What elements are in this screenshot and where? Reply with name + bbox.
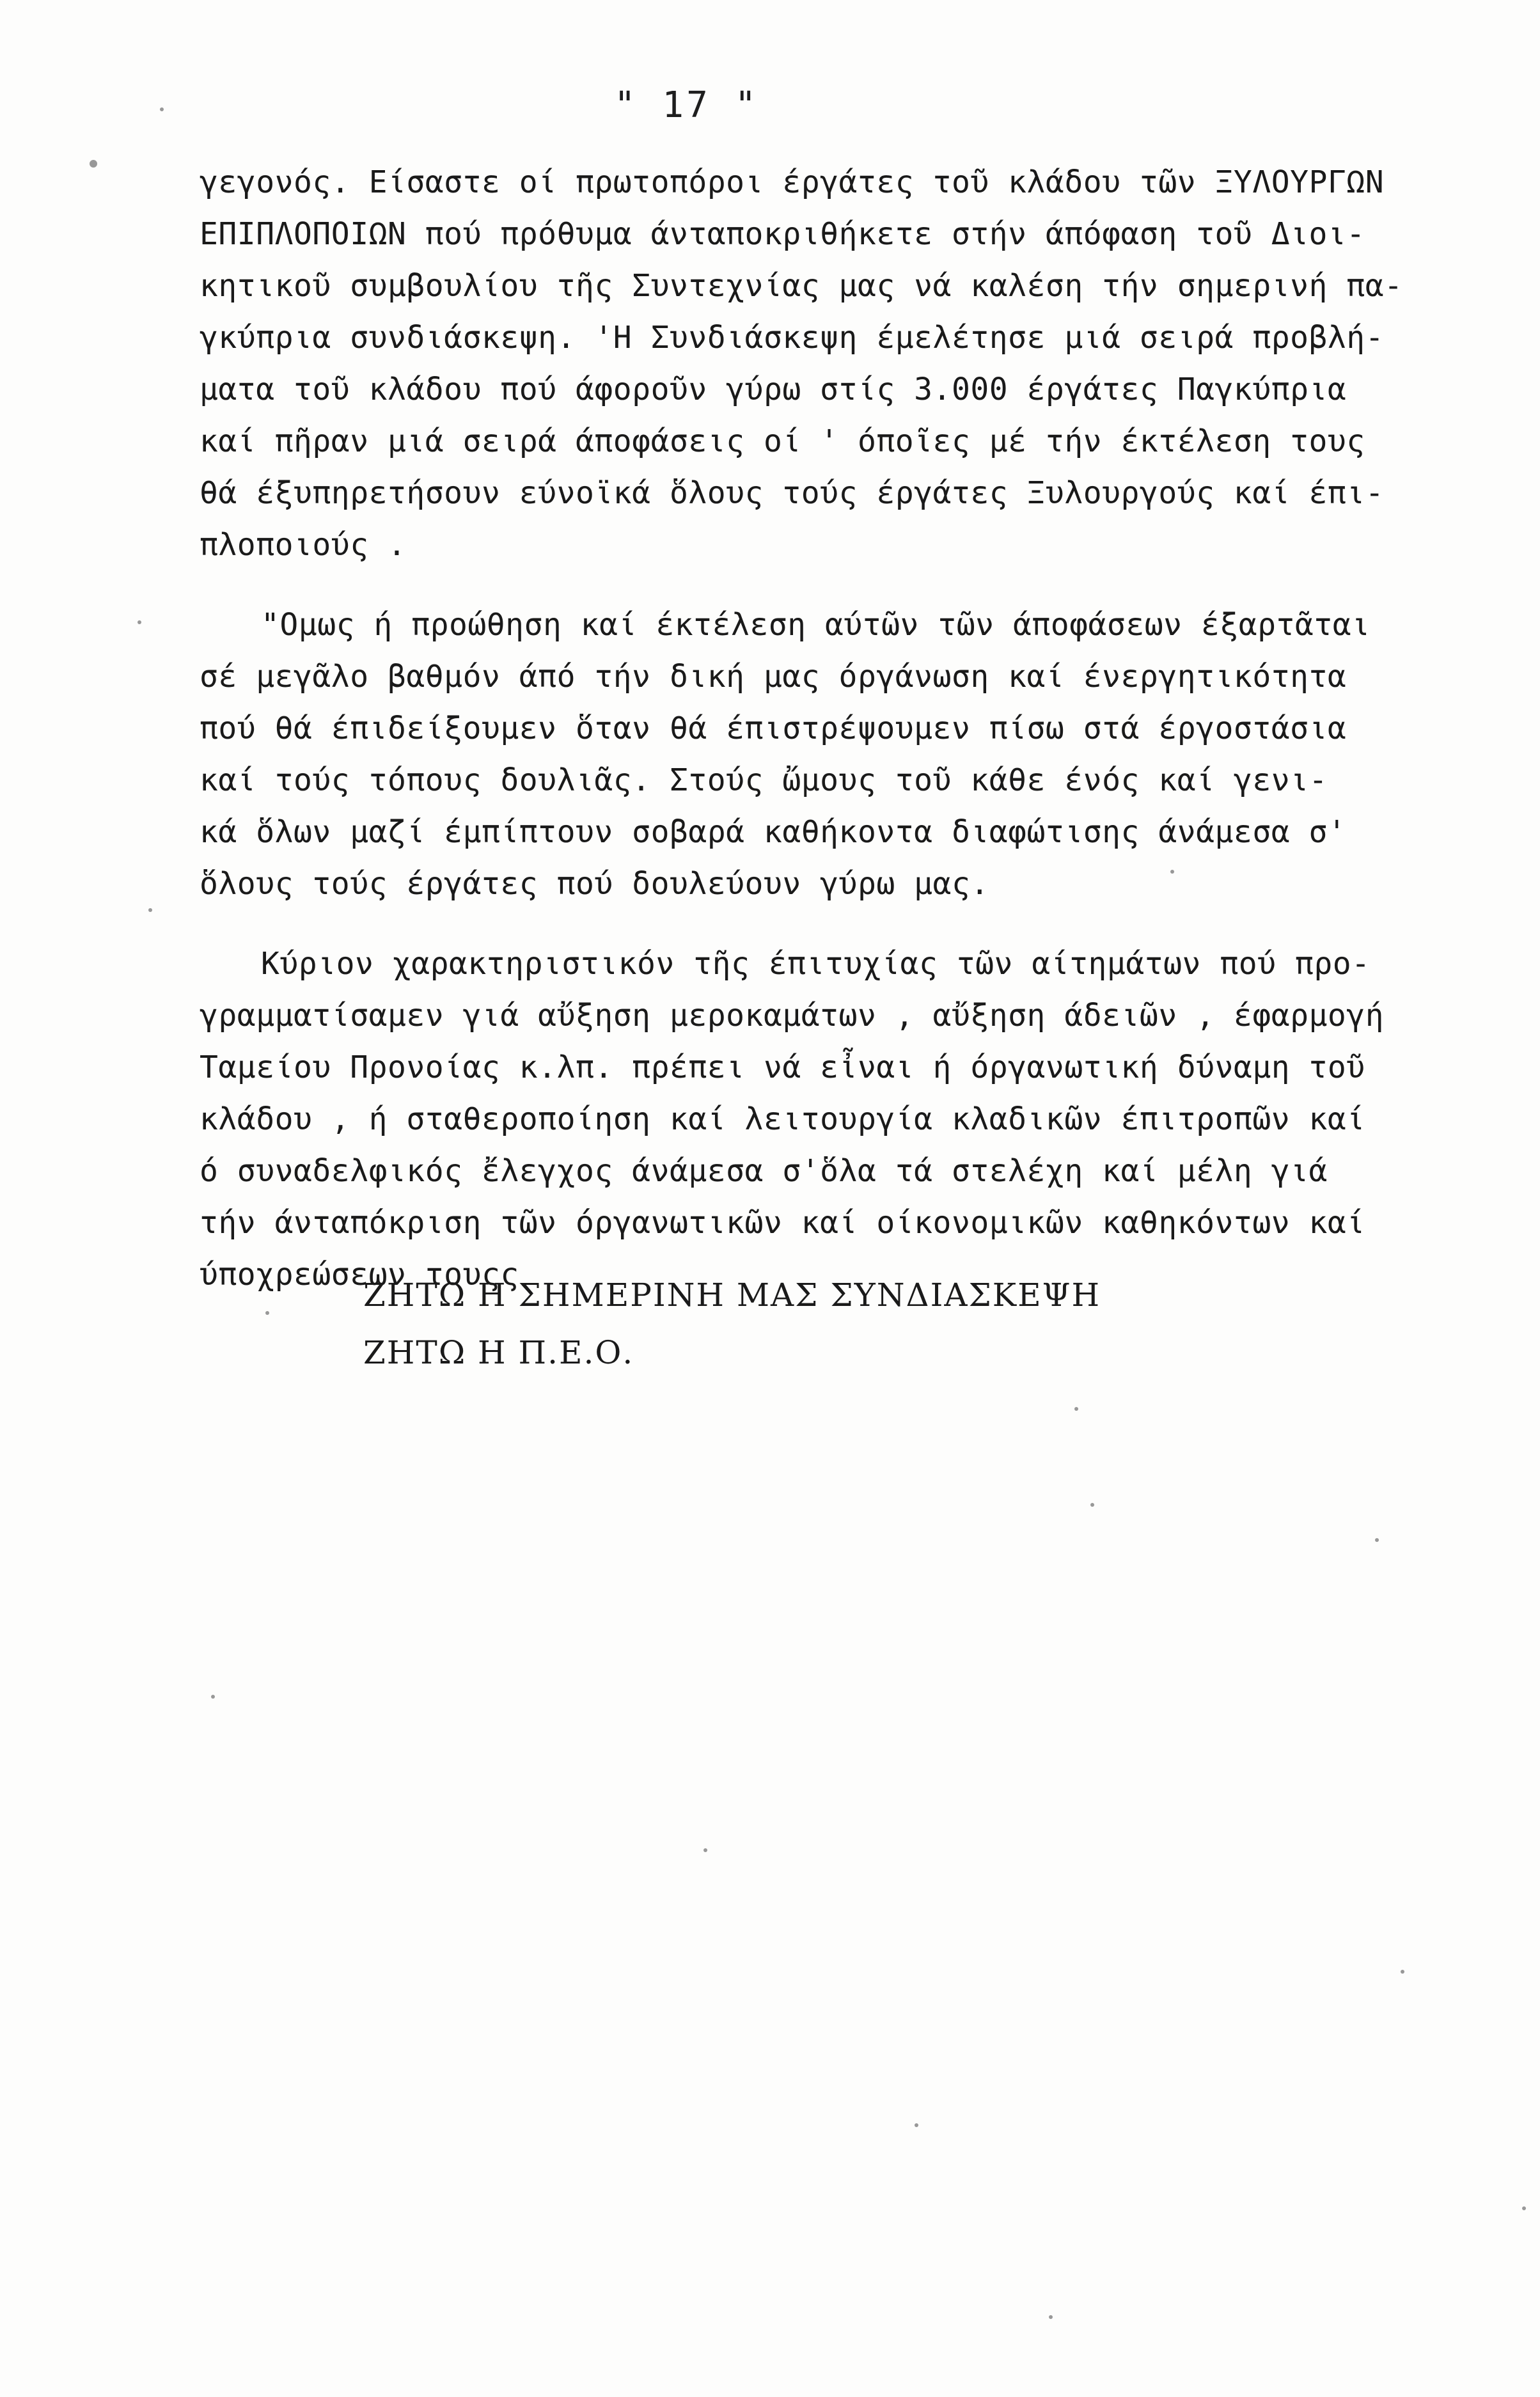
- closing-slogans: [363, 1266, 1101, 1381]
- scan-speck: [1074, 1407, 1078, 1411]
- paragraph-2: [200, 599, 1453, 910]
- text-line: κά ὅλων μαζί έμπίπτουν σοβαρά καθήκοντα διαφώτισης άνάμεσα σ': [200, 814, 1347, 850]
- text-line: πλοποιούς .: [200, 527, 407, 563]
- text-line: ύποχρεώσεων τουςς: [200, 1257, 519, 1293]
- text-line: γεγονός. Είσαστε οί πρωτοπόροι έργάτες τοῦ κλάδου τῶν ΞΥΛΟΥΡΓΩΝ: [200, 164, 1385, 200]
- paragraph-1: [200, 157, 1453, 571]
- scan-speck: [138, 620, 141, 624]
- text-line: Κύριον χαρακτηριστικόν τῆς έπιτυχίας τῶν αίτημάτων πού προ-: [261, 946, 1371, 982]
- paragraph-3: [200, 938, 1453, 1301]
- text-line: θά έξυπηρετήσουν εύνοϊκά ὅλους τούς έργάτες Ξυλουργούς καί έπι-: [200, 475, 1385, 511]
- slogan-peo: ΖΗΤΩ Η Π.Ε.Ο.: [363, 1334, 634, 1371]
- text-line: ματα τοῦ κλάδου πού άφοροῦν γύρω στίς 3.000 έργάτες Παγκύπρια: [200, 372, 1347, 407]
- text-line: σέ μεγᾶλο βαθμόν άπό τήν δική μας όργάνωση καί ένεργητικότητα: [200, 659, 1347, 695]
- text-line: πού θά έπιδείξουμεν ὅταν θά έπιστρέψουμεν πίσω στά έργοστάσια: [200, 711, 1347, 746]
- text-line: ό συναδελφικός ἔλεγχος άνάμεσα σ'ὅλα τά στελέχη καί μέλη γιά: [200, 1153, 1328, 1189]
- text-line: "Ομως ή προώθηση καί έκτέλεση αύτῶν τῶν άποφάσεων έξαρτᾶται: [261, 607, 1371, 643]
- page-number: " 17 ": [614, 84, 759, 126]
- paragraph-gap: [200, 571, 1453, 599]
- text-line: τήν άνταπόκριση τῶν όργανωτικῶν καί οίκονομικῶν καθηκόντων καί: [200, 1205, 1365, 1241]
- scan-speck: [703, 1848, 707, 1852]
- text-line: ὅλους τούς έργάτες πού δουλεύουν γύρω μας.: [200, 866, 989, 902]
- text-line: κλάδου , ή σταθεροποίηση καί λειτουργία κλαδικῶν έπιτροπῶν καί: [200, 1101, 1365, 1137]
- scan-speck: [1170, 870, 1174, 874]
- scan-speck: [211, 1695, 215, 1699]
- text-line: γραμματίσαμεν γιά αὔξηση μεροκαμάτων , αὔξηση άδειῶν , έφαρμογή: [200, 998, 1385, 1033]
- scan-speck: [1049, 2315, 1053, 2319]
- slogan-conference: ΖΗΤΩ Η ΣΗΜΕΡΙΝΗ ΜΑΣ ΣΥΝΔΙΑΣΚΕΨΗ: [363, 1277, 1101, 1314]
- scan-speck: [265, 1311, 269, 1315]
- text-line: καί πῆραν μιά σειρά άποφάσεις οί ' όποῖες μέ τήν έκτέλεση τους: [200, 423, 1365, 459]
- scan-speck: [1090, 1503, 1094, 1507]
- scan-speck: [1401, 1970, 1404, 1974]
- text-line: Ταμείου Προνοίας κ.λπ. πρέπει νά εἶναι ή όργανωτική δύναμη τοῦ: [200, 1049, 1365, 1085]
- body-text: [200, 157, 1453, 1301]
- scan-speck: [90, 160, 97, 168]
- text-line: γκύπρια συνδιάσκεψη. 'Η Συνδιάσκεψη έμελέτησε μιά σειρά προβλή-: [200, 320, 1385, 356]
- scan-speck: [148, 908, 152, 912]
- text-line: ΕΠΙΠΛΟΠΟΙΩΝ πού πρόθυμα άνταποκριθήκετε στήν άπόφαση τοῦ Διοι-: [200, 216, 1365, 252]
- scan-speck: [915, 2123, 918, 2127]
- text-line: καί τούς τόπους δουλιᾶς. Στούς ὤμους τοῦ κάθε ένός καί γενι-: [200, 762, 1328, 798]
- paragraph-gap: [200, 910, 1453, 938]
- scan-speck: [1375, 1538, 1379, 1542]
- scan-speck: [160, 107, 164, 111]
- scan-speck: [1522, 2206, 1526, 2210]
- text-line: κητικοῦ συμβουλίου τῆς Συντεχνίας μας νά καλέση τήν σημερινή πα-: [200, 268, 1403, 304]
